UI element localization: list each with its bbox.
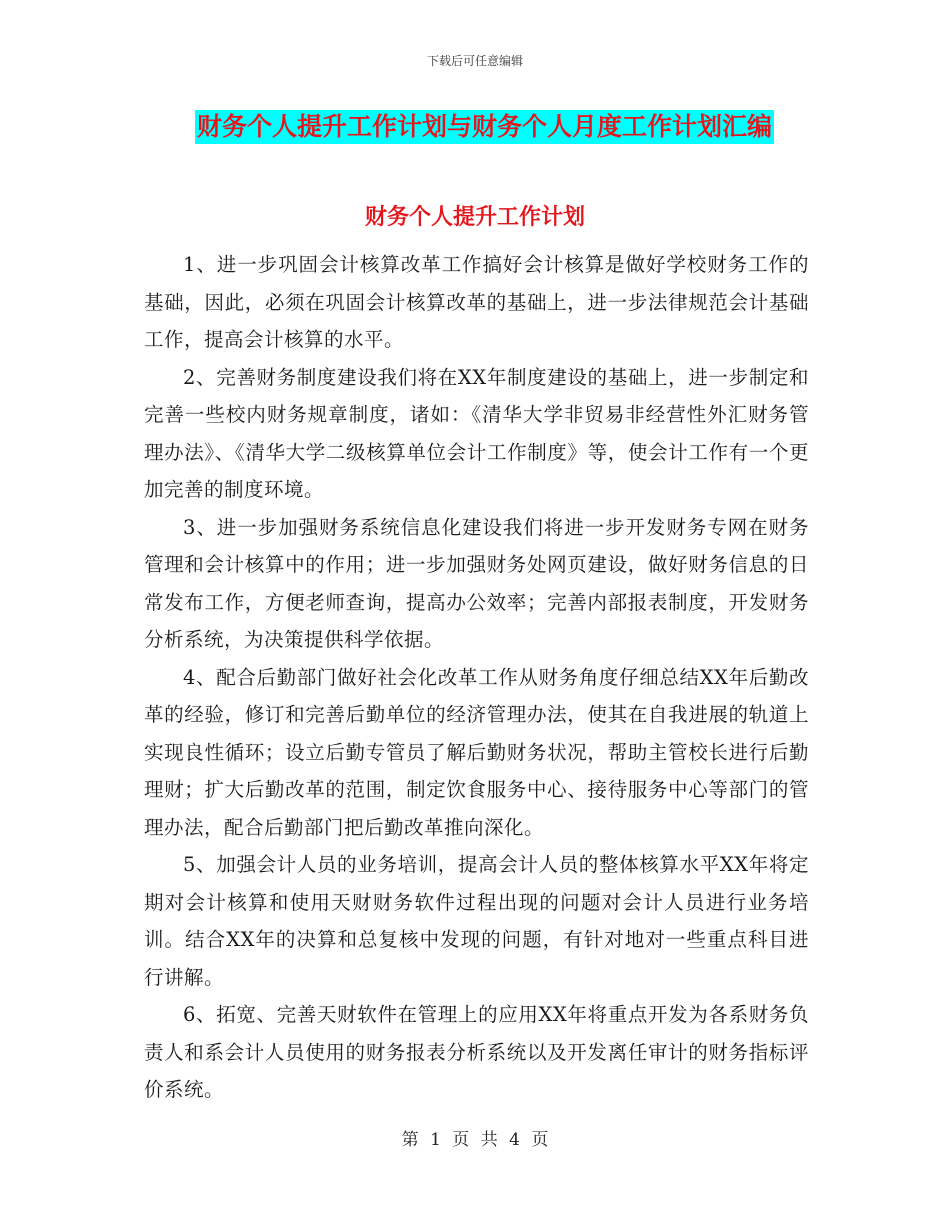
paragraph-2: 2、完善财务制度建设我们将在XX年制度建设的基础上，进一步制定和完善一些校内财务规章制度，诸如：《清华大学非贸易非经营性外汇财务管理办法》、《清华大学二级核算单位会计工作制度》等，使会计工作有一个更加完善的制度环境。: [144, 365, 809, 501]
document-title: 财务个人提升工作计划与财务个人月度工作计划汇编: [195, 110, 774, 144]
page-number: 第 1 页 共 4 页: [401, 1130, 549, 1150]
paragraph-5: 5、加强会计人员的业务培训，提高会计人员的整体核算水平XX年将定期对会计核算和使用天财财务软件过程出现的问题对会计人员进行业务培训。结合XX年的决算和总复核中发现的问题，有针对地对一些重点科目进行讲解。: [144, 853, 809, 989]
page-header-note: 下载后可任意编辑: [426, 54, 523, 68]
paragraph-1: 1、进一步巩固会计核算改革工作搞好会计核算是做好学校财务工作的基础，因此，必须在巩固会计核算改革的基础上，进一步法律规范会计基础工作，提高会计核算的水平。: [144, 253, 809, 351]
paragraph-6: 6、拓宽、完善天财软件在管理上的应用XX年将重点开发为各系财务负责人和系会计人员使用的财务报表分析系统以及开发离任审计的财务指标评价系统。: [144, 1003, 809, 1101]
paragraph-4: 4、配合后勤部门做好社会化改革工作从财务角度仔细总结XX年后勤改革的经验，修订和完善后勤单位的经济管理办法，使其在自我进展的轨道上实现良性循环；设立后勤专管员了解后勤财务状况，帮助主管校长进行后勤理财；扩大后勤改革的范围，制定饮食服务中心、接待服务中心等部门的管理办法，配合后勤部门把后勤改革推向深化。: [144, 665, 809, 839]
section-title: 财务个人提升工作计划: [364, 204, 585, 230]
document-body: [144, 246, 809, 1109]
paragraph-3: 3、进一步加强财务系统信息化建设我们将进一步开发财务专网在财务管理和会计核算中的作用；进一步加强财务处网页建设，做好财务信息的日常发布工作，方便老师查询，提高办公效率；完善内部报表制度，开发财务分析系统，为决策提供科学依据。: [144, 515, 809, 651]
